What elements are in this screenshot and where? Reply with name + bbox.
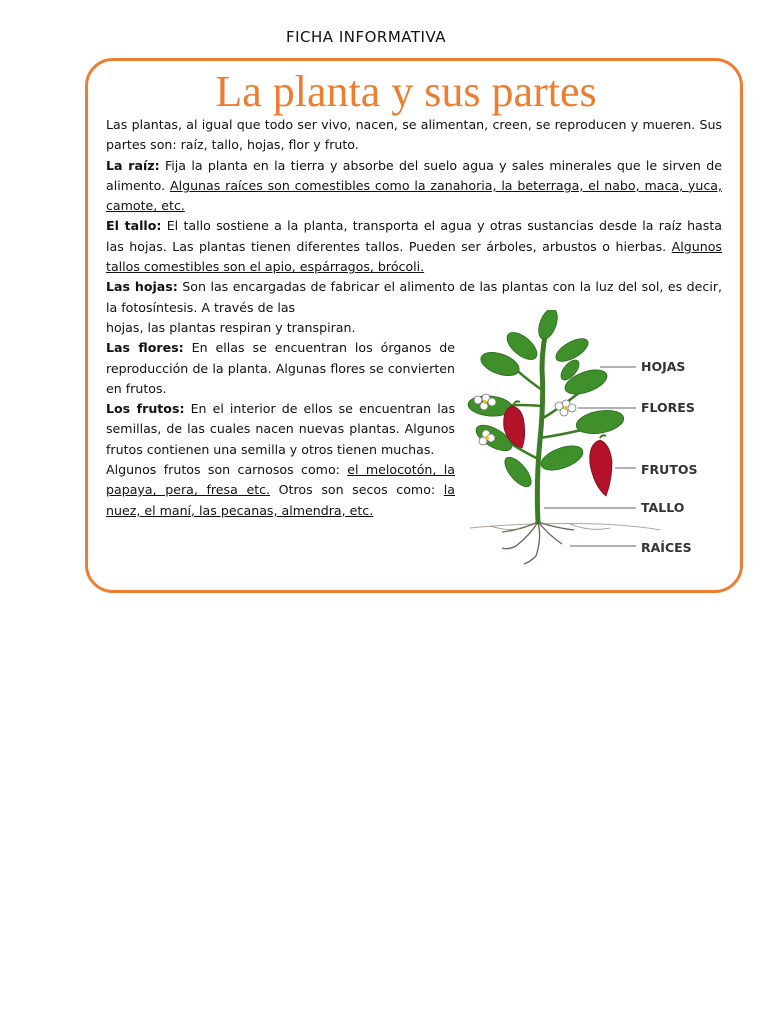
- flowers-illustration: [474, 394, 576, 445]
- page-title: La planta y sus partes: [215, 67, 597, 116]
- document-header: FICHA INFORMATIVA: [285, 28, 447, 46]
- frutos-examples-paragraph: Algunos frutos son carnosos como: el melocotón, la papaya, pera, fresa etc. Otros son secos como: la nuez, el maní, las pecanas, almendra, etc.: [106, 462, 455, 518]
- tallo-label: El tallo:: [106, 218, 162, 234]
- hojas-label: Las hojas:: [106, 279, 178, 295]
- tallo-paragraph: El tallo: El tallo sostiene a la planta, transporta el agua y otras sustancias desde la raíz hasta las hojas. Las plantas tienen diferentes tallos. Pueden ser árboles, arbustos o hierbas. Algunos tallos comestibles son el apio, espárragos, brócoli.: [106, 218, 722, 275]
- tallo-examples: Algunos tallos comestibles son el apio, espárragos, brócoli.: [106, 238, 722, 275]
- hojas-paragraph: Las hojas: Son las encargadas de fabricar el alimento de las plantas con la luz del sol, es decir, la fotosíntesis. A través de las: [106, 279, 723, 315]
- label-flores: FLORES: [641, 400, 695, 415]
- dry-fruit-examples: la nuez, el maní, las pecanas, almendra, etc.: [106, 482, 455, 518]
- raiz-paragraph: La raíz: Fija la planta en la tierra y absorbe del suelo agua y sales minerales que le sirven de alimento. Algunas raíces son comestibles como la zanahoria, la beterraga, el nabo, maca, yuca, camote, etc.: [106, 157, 722, 214]
- flores-paragraph: Las flores: En ellas se encuentran los órganos de reproducción de la planta. Algunas flores se convierten en frutos.: [106, 340, 455, 396]
- label-raices: RAÍCES: [641, 540, 692, 555]
- frutos-label: Los frutos:: [106, 401, 185, 417]
- raiz-label: La raíz:: [106, 157, 160, 173]
- plant-diagram: [450, 310, 740, 580]
- raiz-examples: Algunas raíces son comestibles como la zanahoria, la beterraga, el nabo, maca, yuca, camote, etc.: [106, 177, 722, 214]
- flores-label: Las flores:: [106, 340, 184, 356]
- label-frutos: FRUTOS: [641, 462, 698, 477]
- intro-paragraph: Las plantas, al igual que todo ser vivo, nacen, se alimentan, creen, se reproducen y mueren. Sus partes son: raíz, tallo, hojas, flor y fruto.: [106, 117, 722, 153]
- hojas-paragraph-cont: hojas, las plantas respiran y transpiran.: [106, 319, 356, 335]
- label-tallo: TALLO: [641, 500, 685, 515]
- label-hojas: HOJAS: [641, 359, 686, 374]
- fleshy-fruit-examples: el melocotón, la papaya, pera, fresa etc.: [106, 462, 455, 498]
- frutos-paragraph: Los frutos: En el interior de ellos se encuentran las semillas, de las cuales nacen nuevas plantas. Algunos frutos contienen una semilla y otros tienen muchas.: [106, 401, 456, 457]
- roots-illustration: [470, 522, 660, 564]
